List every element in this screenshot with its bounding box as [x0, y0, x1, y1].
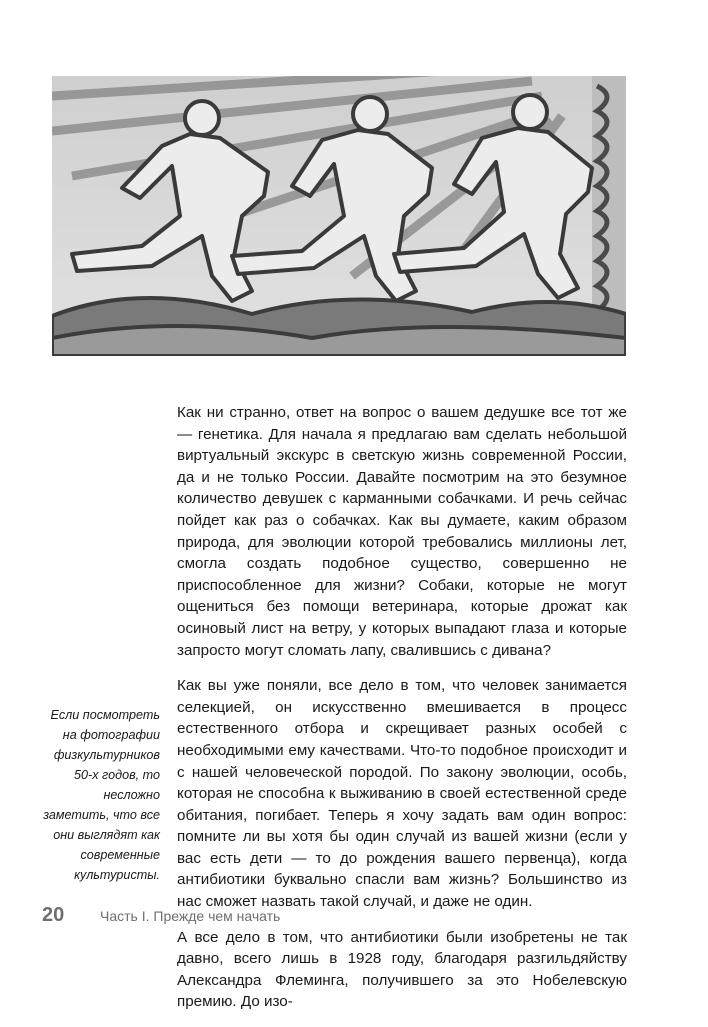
- paragraph: Как ни странно, ответ на вопрос о вашем дедушке все тот же — генетика. Для начала я предлагаю вам сделать небольшой виртуальный экскурс в светскую жизнь современной России, да и не только России. Давайте посмотрим на это безумное количество девушек с карманными собачками. И речь сейчас пойдет как раз о собачках. Как вы думаете, каким образом природа, для эволюции которой требовались миллионы лет, смогла создать подобное существо, совершенно не приспособленное для жизни? Собаки, которые не могут ощениться без помощи ветеринара, которые дрожат как осиновый лист на ветру, у которых выпадают глаза и которые запросто могут сломать лапу, свалившись с дивана?: [177, 404, 627, 659]
- page-footer: [42, 904, 280, 934]
- running-head: Часть I. Прежде чем начать: [100, 908, 281, 924]
- page-number: 20: [42, 904, 65, 926]
- sidenote: Если посмотреть на фотографии физкультурников 50-х годов, то несложно заметить, что все они выглядят как современные культуристы.: [43, 708, 160, 882]
- paragraph: Как вы уже поняли, все дело в том, что человек занимается селекцией, он искусственно вмешивается в процесс естественного отбора и скрещивает разных особей с необходимыми ему качествами. Что-то подобное происходит и с нашей человеческой породой. По закону эволюции, особь, которая не способна к выживанию в своей естественной среде обитания, погибает. Теперь я хочу задать вам один вопрос: помните ли вы хотя бы один случай из вашей жизни (если у вас есть дети — то до рождения вашего первенца), когда антибиотики буквально спасли вам жизнь? Большинство из нас сможет назвать такой случай, и даже не один.: [177, 677, 627, 911]
- paragraph: А все дело в том, что антибиотики были изобретены не так давно, всего лишь в 1928 году, благодаря разгильдяйству Александра Флеминга, получившего за это Нобелевскую премию. До изо-: [177, 928, 627, 1011]
- runners-illustration: [52, 76, 626, 356]
- mosaic-runners-image: [52, 76, 626, 356]
